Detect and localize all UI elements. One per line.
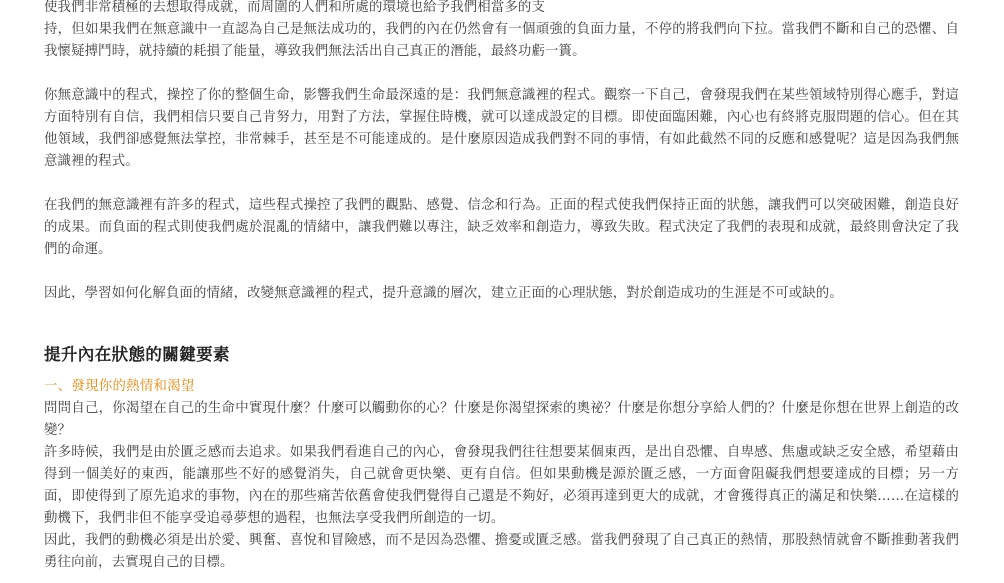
- intro-line-2: 持，但如果我們在無意識中一直認為自己是無法成功的，我們的內在仍然會有一個頑強的負面力量，不停的將我們向下拉。當我們不斷和自己的恐懼、自我懷疑搏鬥時，就持續的耗損了能量，導致我們無法活出自己真正的潛能，最終功虧一簣。: [44, 22, 959, 59]
- intro-paragraph-tail: [44, 0, 959, 63]
- paragraph-therefore: 因此，學習如何化解負面的情緒，改變無意識裡的程式，提升意識的層次，建立正面的心理狀態，對於創造成功的生涯是不可或缺的。: [44, 286, 843, 301]
- paragraph-lack: 許多時候，我們是由於匱乏感而去追求。如果我們看進自己的內心，會發現我們往往想要某個東西，是出自恐懼、自卑感、焦慮或缺乏安全感，希望藉由得到一個美好的東西，能讓那些不好的感覺消失，自己就會更快樂、更有自信。但如果動機是源於匱乏感，一方面會阻礙我們想要達成的目標；另一方面，即使得到了原先追求的事物，內在的那些痛苦依舊會使我們覺得自己還是不夠好，必須再達到更大的成就，才會獲得真正的滿足和快樂……在這樣的動機下，我們非但不能享受追尋夢想的過程，也無法享受我們所創造的一切。: [44, 445, 959, 526]
- paragraph-many-programs: 在我們的無意識裡有許多的程式，這些程式操控了我們的觀點、感覺、信念和行為。正面的程式使我們保持正面的狀態，讓我們可以突破困難，創造良好的成果。而負面的程式則使我們處於混亂的情緒中，讓我們難以專注，缺乏效率和創造力，導致失敗。程式決定了我們的表現和成就，最終則會決定了我們的命運。: [44, 198, 959, 257]
- intro-line-1: 使我們非常積極的去想取得成就，而周圍的人們和所處的環境也給予我們相當多的支: [44, 0, 546, 15]
- section-gap: [44, 305, 959, 340]
- paragraph-gap: [44, 173, 959, 195]
- paragraph-motivation: 因此，我們的動機必須是出於愛、興奮、喜悅和冒險感，而不是因為恐懼、擔憂或匱乏感。當我們發現了自己真正的熱情，那股熱情就會不斷推動著我們勇往向前，去實現自己的目標。: [44, 533, 959, 570]
- paragraph-programs: 你無意識中的程式，操控了你的整個生命，影響我們生命最深遠的是：我們無意識裡的程式。觀察一下自己，會發現我們在某些領域特別得心應手，對這方面特別有自信，我們相信只要自己肯努力，用對了方法，掌握住時機，就可以達成設定的目標。即使面臨困難，內心也有終將克服問題的信心。但在其他領域，我們卻感覺無法掌控，非常棘手，甚至是不可能達成的。是什麼原因造成我們對不同的事情，有如此截然不同的反應和感覺呢？這是因為我們無意識裡的程式。: [44, 88, 959, 169]
- section-heading: 提升內在狀態的關鍵要素: [44, 345, 230, 364]
- subsection-heading: 一、發現你的熱情和渴望: [44, 379, 195, 394]
- paragraph-ask: 問問自己，你渴望在自己的生命中實現什麼？什麼可以觸動你的心？什麼是你渴望探索的奧祕？什麼是你想分享給人們的？什麼是你想在世界上創造的改變？: [44, 401, 959, 438]
- paragraph-gap: [44, 261, 959, 283]
- paragraph-gap: [44, 63, 959, 85]
- article-content: [44, 0, 959, 574]
